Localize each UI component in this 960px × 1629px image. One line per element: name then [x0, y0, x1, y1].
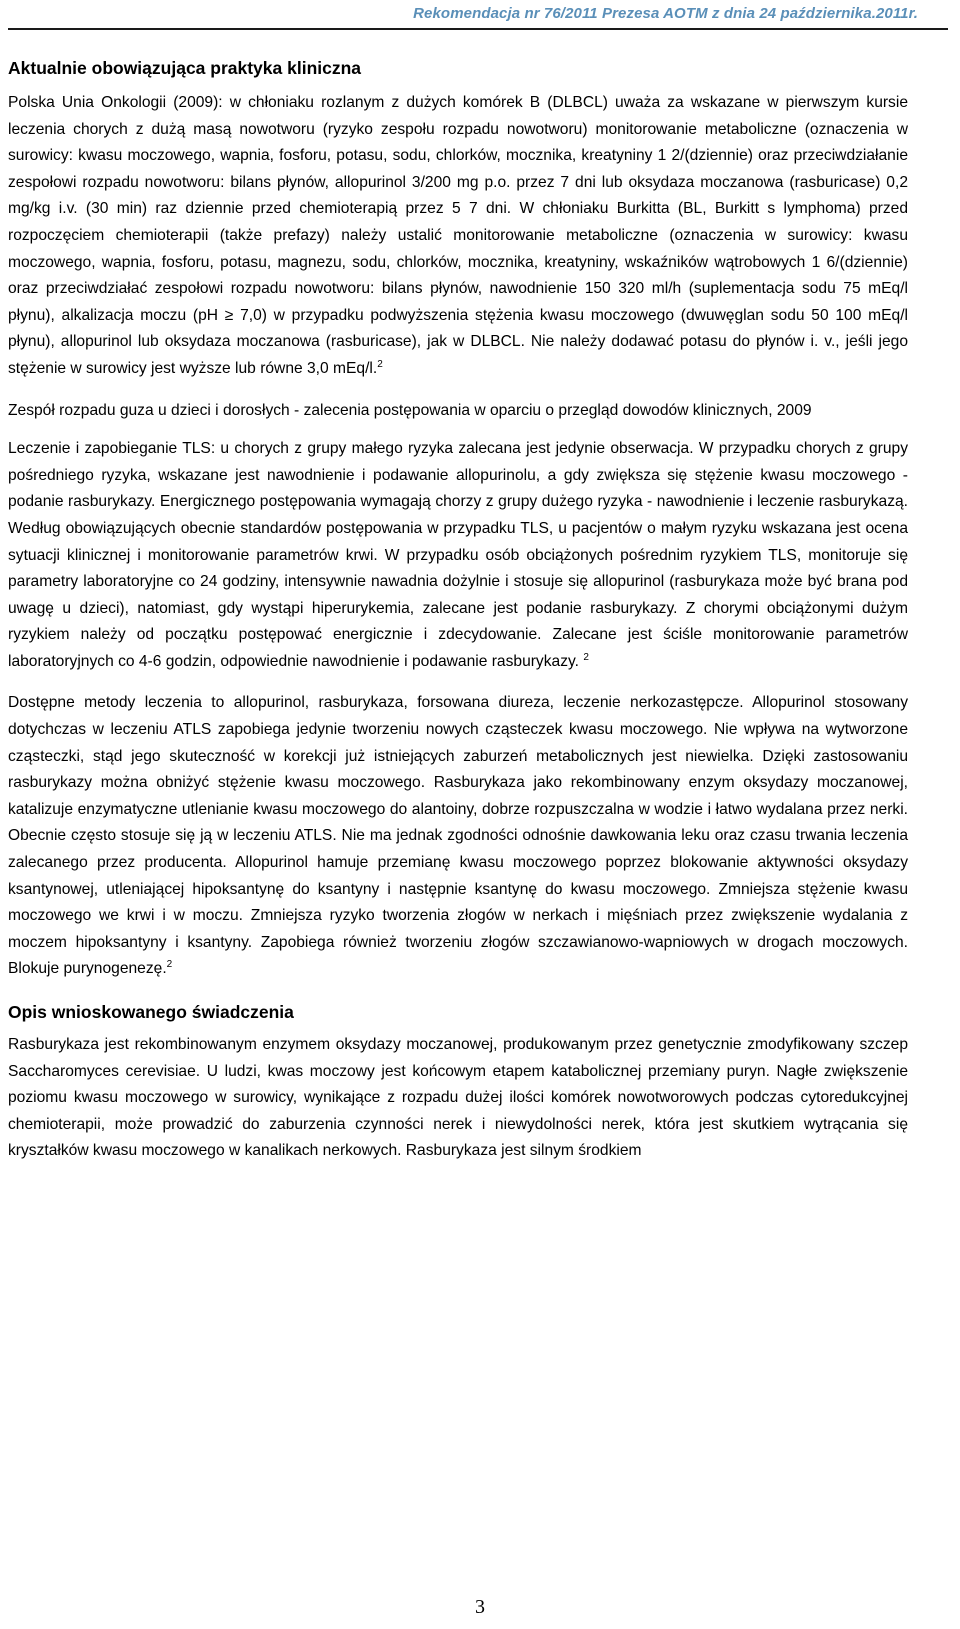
- header-rule: [8, 28, 948, 30]
- paragraph-rasburicase-description: Rasburykaza jest rekombinowanym enzymem oksydazy moczanowej, produkowanym przez genetycznie zmodyfikowany szczep Saccharomyces cerevisiae. U ludzi, kwas moczowy jest końcowym etapem katabolicznej przemiany puryn. Nagłe zwiększenie poziomu kwasu moczowego w surowicy, wynikające z rozpadu dużej ilości komórek nowotworowych podczas cytoredukcyjnej chemioterapii, może prowadzić do zaburzenia czynności nerek i niewydolności nerek, która jest skutkiem wytrącania się kryształków kwasu moczowego w kanalikach nerkowych. Rasburykaza jest silnym środkiem: [8, 1036, 908, 1160]
- paragraph-tls-guidelines-title: Zespół rozpadu guza u dzieci i dorosłych - zalecenia postępowania w oparciu o przegląd dowodów klinicznych, 2009: [8, 401, 812, 419]
- section-heading-requested-service: Opis wnioskowanego świadczenia: [8, 1002, 294, 1022]
- document-header: Rekomendacja nr 76/2011 Prezesa AOTM z dnia 24 października.2011r.: [413, 5, 918, 22]
- paragraph-treatment-methods: Dostępne metody leczenia to allopurinol, rasburykaza, forsowana diureza, leczenie nerkozastępcze. Allopurinol stosowany dotychczas w leczeniu ATLS zapobiega jedynie tworzeniu nowych cząsteczek kwasu moczowego. Nie wpływa na wytworzone cząsteczki, stąd jego skuteczność w korekcji już istniejących zaburzeń metabolicznych jest niewielka. Dzięki zastosowaniu rasburykazy można obniżyć stężenie kwasu moczowego. Rasburykaza jako rekombinowany enzym oksydazy moczanowej, katalizuje enzymatyczne utlenianie kwasu moczowego do alantoiny, dobrze rozpuszczalna w wodzie i łatwo wydalana przez nerki. Obecnie często stosuje się ją w leczeniu ATLS. Nie ma jednak zgodności odnośnie dawkowania leku oraz czasu trwania leczenia zalecanego przez producenta. Allopurinol hamuje przemianę kwasu moczowego poprzez blokowanie aktywności oksydazy ksantynowej, utleniającej hipoksantynę do ksantyny i następnie ksantynę do kwasu moczowego. Zmniejsza stężenie kwasu moczowego we krwi i w moczu. Zmniejsza ryzyko tworzenia złogów w nerkach i mięśniach przez zwiększenie wydalania z moczem hipoksantyny i ksantyny. Zapobiega również tworzeniu złogów szczawianowo-wapniowych w drogach moczowych. Blokuje purynogenezę.$^2$: [8, 694, 908, 978]
- page-number: 3: [475, 1596, 485, 1618]
- paragraph-tls-treatment: Leczenie i zapobieganie TLS: u chorych z grupy małego ryzyka zalecana jest jedynie obserwacja. W przypadku chorych z grupy pośredniego ryzyka, wskazane jest nawodnienie i podawanie allopurinolu, a gdy zwiększa się stężenie kwasu moczowego - podanie rasburykazy. Energicznego postępowania wymagają chorzy z grupy dużego ryzyka - nawodnienie i leczenie rasburykazą. Według obowiązujących obecnie standardów postępowania w przypadku TLS, u pacjentów o małym ryzyku wskazana jest ocena sytuacji klinicznej i monitorowanie parametrów krwi. W przypadku osób obciążonych pośrednim ryzykiem TLS, monitoruje się parametry laboratoryjne co 24 godziny, intensywnie nawadnia dożylnie i stosuje się allopurinol (rasburykaza może być brana pod uwagę u dzieci), natomiast, gdy wystąpi hiperurykemia, zalecane jest podanie rasburykazy. Z chorymi obciążonymi dużym ryzykiem należy od początku postępować energicznie i zdecydowanie. Zalecane jest ściśle monitorowanie parametrów laboratoryjnych co 4-6 godzin, odpowiednie nawodnienie i podawanie rasburykazy. $^2$: [8, 440, 908, 670]
- footnote-ref: 2: [583, 651, 589, 663]
- footnote-ref: 2: [377, 358, 383, 370]
- paragraph-pou-2009: Polska Unia Onkologii (2009): w chłoniaku rozlanym z dużych komórek B (DLBCL) uważa za wskazane w pierwszym kursie leczenia chorych z dużą masą nowotworu (ryzyko zespołu rozpadu nowotworu) monitorowanie metaboliczne (oznaczenia w surowicy: kwasu moczowego, wapnia, fosforu, potasu, sodu, chlorków, mocznika, kreatyniny 1 2/(dziennie) oraz przeciwdziałanie zespołowi rozpadu nowotworu: bilans płynów, allopurinol 3/200 mg p.o. przez 7 dni lub oksydaza moczanowa (rasburicase) 0,2 mg/kg i.v. (30 min) raz dziennie przed chemioterapią przez 5 7 dni. W chłoniaku Burkitta (BL, Burkitt s lymphoma) przed rozpoczęciem chemioterapii (także prefazy) należy ustalić monitorowanie metaboliczne (oznaczenia w surowicy: kwasu moczowego, wapnia, fosforu, potasu, magnezu, sodu, chlorków, mocznika, kreatyniny, wskaźników wątrobowych 1 6/(dziennie) oraz przeciwdziałać zespołowi rozpadu nowotworu: bilans płynów, nawodnienie 150 320 ml/h (suplementacja sodu 75 mEq/l płynu), alkalizacja moczu (pH ≥ 7,0) w przypadku podwyższenia stężenia kwasu moczowego (dwuwęglan sodu 50 100 mEq/l płynu), allopurinol lub oksydaza moczanowa (rasburicase), jak w DLBCL. Nie należy dodawać potasu do płynów i. v., jeśli jego stężenie w surowicy jest wyższe lub równe 3,0 mEq/l.$^2$: [8, 94, 908, 377]
- document-body: [8, 54, 908, 1180]
- footnote-ref: 2: [166, 959, 173, 971]
- section-heading-current-practice: Aktualnie obowiązująca praktyka kliniczna: [8, 58, 362, 78]
